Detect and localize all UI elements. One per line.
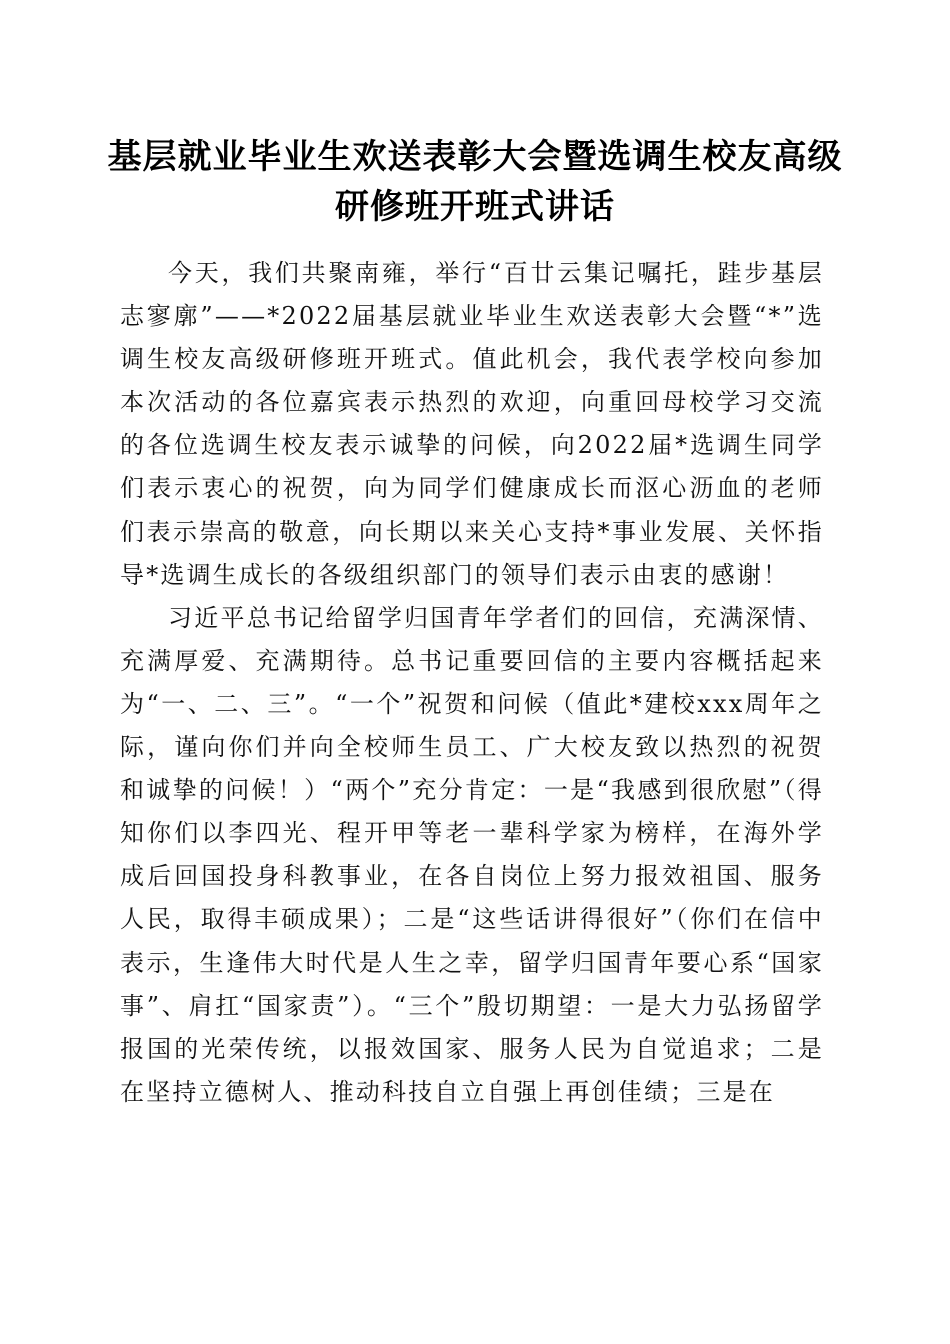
paragraph: 习近平总书记给留学归国青年学者们的回信，充满深情、充满厚爱、充满期待。总书记重要回信的主要内容概括起来为“一、二、三”。“一个”祝贺和问候（值此*建校xxx周年之际，谨向你们并向全校师生员工、广大校友致以热烈的祝贺和诚挚的问候！）“两个”充分肯定：一是“我感到很欣慰”（得知你们以李四光、程开甲等老一辈科学家为榜样，在海外学成后回国投身科教事业，在各自岗位上努力报效祖国、服务人民，取得丰硕成果）；二是“这些话讲得很好”（你们在信中表示，生逢伟大时代是人生之幸，留学归国青年要心系“国家事”、肩扛“国家责”）。“三个”殷切期望：一是大力弘扬留学报国的光荣传统，以报效国家、服务人民为自觉追求；二是在坚持立德树人、推动科技自立自强上再创佳绩；三是在 [120,603,824,1106]
document-title: 基层就业毕业生欢送表彰大会暨选调生校友高级研修班开班式讲话 [107,137,843,227]
paragraph: 今天，我们共聚南雍，举行“百廿云集记嘱托，跬步基层志寥廓”——*2022届基层就业毕业生欢送表彰大会暨“*”选调生校友高级研修班开班式。值此机会，我代表学校向参加本次活动的各位嘉宾表示热烈的欢迎，向重回母校学习交流的各位选调生校友表示诚挚的问候，向2022届*选调生同学们表示衷心的祝贺，向为同学们健康成长而沤心沥血的老师们表示崇高的敬意，向长期以来关心支持*事业发展、关怀指导*选调生成长的各级组织部门的领导们表示由衷的感谢！ [120,259,824,589]
document-body [120,252,824,1114]
